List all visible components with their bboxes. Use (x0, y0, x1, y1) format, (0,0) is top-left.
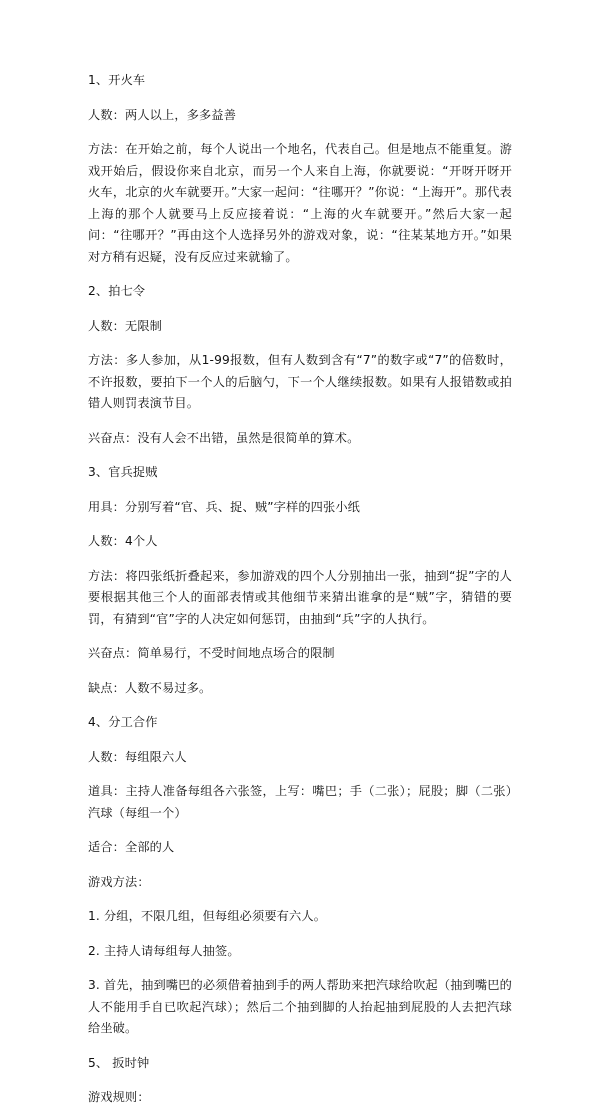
section-heading: 4、分工合作 (88, 715, 158, 729)
section-heading: 1、开火车 (88, 73, 146, 87)
paragraph: 游戏规则： (88, 1090, 150, 1104)
paragraph: 兴奋点：简单易行，不受时间地点场合的限制 (88, 646, 335, 660)
section-3 (88, 462, 512, 712)
paragraph: 3. 首先，抽到嘴巴的必须借着抽到手的两人帮助来把汽球给吹起（抽到嘴巴的人不能用手自已吹起汽球）；然后二个抽到脚的人抬起抽到屁股的人去把汽球给坐破。 (88, 978, 512, 1035)
section-5 (88, 1053, 512, 1109)
section-heading: 3、官兵捉贼 (88, 465, 158, 479)
paragraph: 缺点：人数不易过多。 (88, 680, 212, 695)
paragraph: 方法：多人参加，从1-99报数，但有人数到含有“7”的数字或“7”的倍数时，不许报数，要拍下一个人的后脑勺，下一个人继续报数。如果有人报错数或拍错人则罚表演节目。 (88, 353, 512, 410)
section-heading: 5、 扳时钟 (88, 1055, 150, 1070)
paragraph: 兴奋点：没有人会不出错，虽然是很简单的算术。 (88, 430, 360, 445)
paragraph: 人数：每组限六人 (88, 749, 187, 764)
paragraph: 道具：主持人准备每组各六张签，上写：嘴巴；手（二张）；屁股；脚（二张）汽球（每组一个） (88, 784, 512, 820)
section-heading: 2、拍七令 (88, 284, 146, 298)
section-2 (88, 281, 512, 462)
paragraph: 1. 分组，不限几组，但每组必须要有六人。 (88, 909, 327, 923)
paragraph: 2. 主持人请每组每人抽签。 (88, 943, 240, 958)
paragraph: 人数：两人以上，多多益善 (88, 107, 237, 122)
section-1 (88, 70, 512, 281)
paragraph: 游戏方法： (88, 874, 150, 889)
section-4 (88, 712, 512, 1053)
paragraph: 方法：在开始之前，每个人说出一个地名，代表自己。但是地点不能重复。游戏开始后，假设你来自北京，而另一个人来自上海，你就要说：“开呀开呀开火车，北京的火车就要开。”大家一起问：“往哪开？”你说：“上海开”。那代表上海的那个人就要马上反应接着说：“上海的火车就要开。”然后大家一起问：“往哪开？”再由这个人选择另外的游戏对象，说：“往某某地方开。”如果对方稍有迟疑，没有反应过来就输了。 (88, 142, 512, 264)
paragraph: 适合：全部的人 (88, 840, 175, 854)
paragraph: 用具：分别写着“官、兵、捉、贼”字样的四张小纸 (88, 499, 361, 514)
paragraph: 方法：将四张纸折叠起来，参加游戏的四个人分别抽出一张，抽到“捉”字的人要根据其他三个人的面部表情或其他细节来猜出谁拿的是“贼”字，猜错的要罚，有猜到“官”字的人决定如何惩罚，由抽到“兵”字的人执行。 (88, 568, 512, 626)
paragraph: 人数：4个人 (88, 534, 158, 548)
paragraph: 人数：无限制 (88, 318, 163, 333)
